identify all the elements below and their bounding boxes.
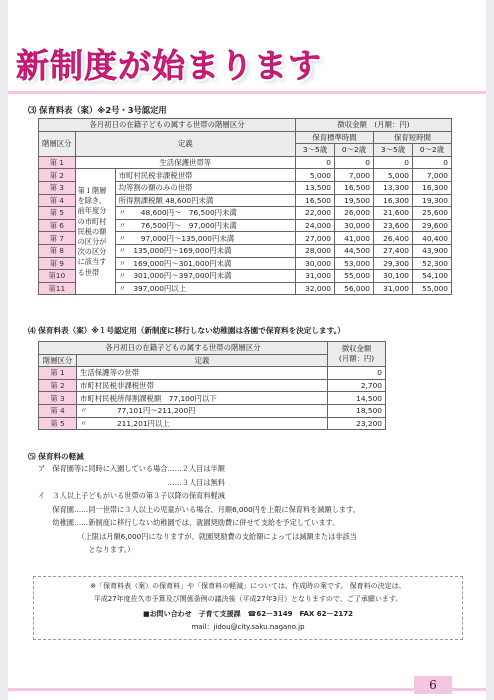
t2-header-fee-b: (月額：円) bbox=[338, 354, 375, 364]
fee-cell: 32,000 bbox=[296, 282, 335, 295]
fee-cell: 22,000 bbox=[296, 207, 335, 220]
fee-cell: 29,300 bbox=[374, 257, 413, 270]
table-row bbox=[39, 417, 386, 430]
page-number: 6 bbox=[414, 676, 452, 694]
def-cell: 市町村民税非課税世帯 bbox=[77, 379, 328, 392]
def-cell: 〃 135,000円～169,000円未満 bbox=[115, 244, 295, 257]
level-cell: 第 9 bbox=[39, 257, 76, 270]
table1-heading: ⑶ 保育料表（案）※2号・3号認定用 bbox=[28, 105, 167, 115]
reduction-line: ……３人目は無料 bbox=[38, 477, 225, 487]
level-cell: 第 4 bbox=[39, 194, 76, 207]
fee-cell: 16,500 bbox=[335, 181, 374, 194]
fee-cell: 13,500 bbox=[296, 181, 335, 194]
fee-cell: 27,000 bbox=[296, 232, 335, 245]
def-cell: 市町村民税非課税世帯 bbox=[115, 169, 295, 182]
fee-cell: 44,500 bbox=[335, 244, 374, 257]
t1-header-level: 階層区分 bbox=[39, 131, 76, 156]
fee-cell: 56,000 bbox=[335, 282, 374, 295]
fee-cell: 19,500 bbox=[335, 194, 374, 207]
fee-cell: 21,600 bbox=[374, 207, 413, 220]
document-page bbox=[8, 0, 486, 700]
table-row bbox=[39, 392, 386, 405]
fee-cell: 0 bbox=[374, 156, 413, 169]
t2-header-fee bbox=[328, 342, 386, 367]
notice-line: 平成27年度佐久市予算及び関係条例の議決後（平成27年3月）となりますので、ご了承願います。 bbox=[93, 595, 403, 603]
t2-header-top: 各月初日の在籍子どもの属する世帯の階層区分 bbox=[39, 342, 328, 355]
reduction-heading: ⑸ 保育料の軽減 bbox=[28, 452, 84, 461]
t2-header-level: 階層区分 bbox=[39, 354, 77, 367]
t1-age: 3～5歳 bbox=[374, 144, 413, 157]
def-cell: 〃 48,600円～ 76,500円未満 bbox=[115, 207, 295, 220]
fee-cell: 30,000 bbox=[296, 257, 335, 270]
fee-cell: 25,600 bbox=[413, 207, 452, 220]
fee-cell: 55,000 bbox=[413, 282, 452, 295]
t1-header-top: 各月初日の在籍子どもの属する世帯の階層区分 bbox=[39, 119, 296, 132]
fee-cell: 2,700 bbox=[328, 379, 386, 392]
fee-cell: 41,000 bbox=[335, 232, 374, 245]
level-cell: 第11 bbox=[39, 282, 76, 295]
level-cell: 第 3 bbox=[39, 392, 77, 405]
fee-cell: 0 bbox=[328, 367, 386, 380]
fee-table-1 bbox=[38, 341, 386, 430]
fee-cell: 16,300 bbox=[374, 194, 413, 207]
fee-cell: 26,000 bbox=[335, 207, 374, 220]
notice-line: ※「保育料表（案）の保育料」や「保育料の軽減」については、作成時の案です。 保育料の決定は、 bbox=[90, 582, 406, 590]
t1-header-short: 保育短時間 bbox=[374, 131, 452, 144]
t1-header-fee: 徴収金額 (月額：円) bbox=[296, 119, 452, 132]
fee-cell: 5,000 bbox=[374, 169, 413, 182]
group-definition: 第１階層を除き、前年度分の市町村民税の額の区分が次の区分に該当する世帯 bbox=[75, 169, 115, 295]
def-cell: 所得割課税額 48,600円未満 bbox=[115, 194, 295, 207]
level-cell: 第 6 bbox=[39, 219, 76, 232]
fee-cell: 30,000 bbox=[335, 219, 374, 232]
def-cell: 〃 397,000円以上 bbox=[115, 282, 295, 295]
fee-cell: 52,300 bbox=[413, 257, 452, 270]
def-cell: 〃 301,000円～397,000円未満 bbox=[115, 270, 295, 283]
t1-age: 3～5歳 bbox=[296, 144, 335, 157]
page-banner bbox=[16, 40, 326, 86]
table2-heading: ⑷ 保育料表（案）※１号認定用（新制度に移行しない幼稚園は各園で保育料を決定します。） bbox=[28, 326, 345, 335]
def-cell: 生活保護等の世帯 bbox=[77, 367, 328, 380]
mail-line: mail：jidou@city.saku.nagano.jp bbox=[191, 623, 305, 631]
fee-cell: 18,500 bbox=[328, 404, 386, 417]
fee-cell: 0 bbox=[413, 156, 452, 169]
fee-cell: 55,000 bbox=[335, 270, 374, 283]
level-cell: 第 5 bbox=[39, 207, 76, 220]
fee-cell: 14,500 bbox=[328, 392, 386, 405]
level-cell: 第 7 bbox=[39, 232, 76, 245]
def-cell: 〃 76,500円～ 97,000円未満 bbox=[115, 219, 295, 232]
fee-cell: 24,000 bbox=[296, 219, 335, 232]
fee-cell: 16,500 bbox=[296, 194, 335, 207]
t1-header-def: 定義 bbox=[75, 131, 295, 156]
def-cell: 〃 169,000円～301,000円未満 bbox=[115, 257, 295, 270]
fee-cell: 53,000 bbox=[335, 257, 374, 270]
fee-cell: 23,600 bbox=[374, 219, 413, 232]
level-cell: 第 2 bbox=[39, 379, 77, 392]
def-cell: 市町村民税所得割課税額 77,100円以下 bbox=[77, 392, 328, 405]
def-cell: 生活保護世帯等 bbox=[75, 156, 295, 169]
level-cell: 第 4 bbox=[39, 404, 77, 417]
table-row bbox=[39, 169, 452, 182]
level-cell: 第 8 bbox=[39, 244, 76, 257]
banner-underline bbox=[8, 91, 486, 94]
fee-cell: 26,400 bbox=[374, 232, 413, 245]
fee-cell: 29,600 bbox=[413, 219, 452, 232]
level-cell: 第 1 bbox=[39, 156, 76, 169]
reduction-line: となります。） bbox=[38, 545, 135, 554]
def-cell: 〃 211,201円以上 bbox=[77, 417, 328, 430]
level-cell: 第 1 bbox=[39, 367, 77, 380]
t1-age: 0～2歳 bbox=[335, 144, 374, 157]
def-cell: 均等割の額のみの世帯 bbox=[115, 181, 295, 194]
level-cell: 第10 bbox=[39, 270, 76, 283]
reduction-line: イ ３人以上子どもがいる世帯の第３子以降の保育料軽減 bbox=[38, 491, 225, 500]
fee-cell: 54,100 bbox=[413, 270, 452, 283]
fee-cell: 0 bbox=[335, 156, 374, 169]
fee-cell: 5,000 bbox=[296, 169, 335, 182]
def-cell: 〃 77,101円～211,200円 bbox=[77, 404, 328, 417]
fee-cell: 23,200 bbox=[328, 417, 386, 430]
t2-header-def: 定義 bbox=[77, 354, 328, 367]
fee-cell: 19,300 bbox=[413, 194, 452, 207]
notice-box bbox=[33, 576, 463, 640]
fee-cell: 0 bbox=[296, 156, 335, 169]
fee-cell: 13,300 bbox=[374, 181, 413, 194]
table-row bbox=[39, 367, 386, 380]
level-cell: 第 2 bbox=[39, 169, 76, 182]
fee-cell: 40,400 bbox=[413, 232, 452, 245]
fee-cell: 16,300 bbox=[413, 181, 452, 194]
fee-cell: 28,000 bbox=[296, 244, 335, 257]
fee-cell: 30,100 bbox=[374, 270, 413, 283]
reduction-line: ア 保育園等に同時に入園している場合……２人目は半額 bbox=[38, 464, 225, 473]
reduction-line: 幼稚園……新制度に移行しない幼稚園では、就園奨励費に併せて支給を予定しています。 bbox=[38, 518, 340, 527]
fee-cell: 27,400 bbox=[374, 244, 413, 257]
fee-table-2-3 bbox=[38, 118, 452, 295]
banner-title: 新制度が始まります bbox=[16, 46, 322, 85]
t1-header-std: 保育標準時間 bbox=[296, 131, 374, 144]
contact-line: ■お問い合わせ 子育て支援課 ☎62－3149 FAX 62－2172 bbox=[142, 610, 353, 618]
level-cell: 第 3 bbox=[39, 181, 76, 194]
table-row bbox=[39, 156, 452, 169]
table-row bbox=[39, 379, 386, 392]
fee-cell: 31,000 bbox=[374, 282, 413, 295]
reduction-line: 保育園……同一世帯に３人以上の児童がいる場合、月額6,000円を上限に保育料を減額します。 bbox=[38, 504, 360, 514]
fee-cell: 43,900 bbox=[413, 244, 452, 257]
def-cell: 〃 97,000円～135,000円未満 bbox=[115, 232, 295, 245]
reduction-line: （上限は月額6,000円になりますが、就園奨励費の支給額によっては減額または非該当 bbox=[38, 531, 357, 541]
reduction-notes bbox=[38, 462, 360, 557]
fee-cell: 7,000 bbox=[413, 169, 452, 182]
t1-age: 0～2歳 bbox=[413, 144, 452, 157]
t2-header-fee-a: 徴収金額 bbox=[341, 344, 372, 354]
level-cell: 第 5 bbox=[39, 417, 77, 430]
fee-cell: 7,000 bbox=[335, 169, 374, 182]
fee-cell: 31,000 bbox=[296, 270, 335, 283]
table-row bbox=[39, 404, 386, 417]
